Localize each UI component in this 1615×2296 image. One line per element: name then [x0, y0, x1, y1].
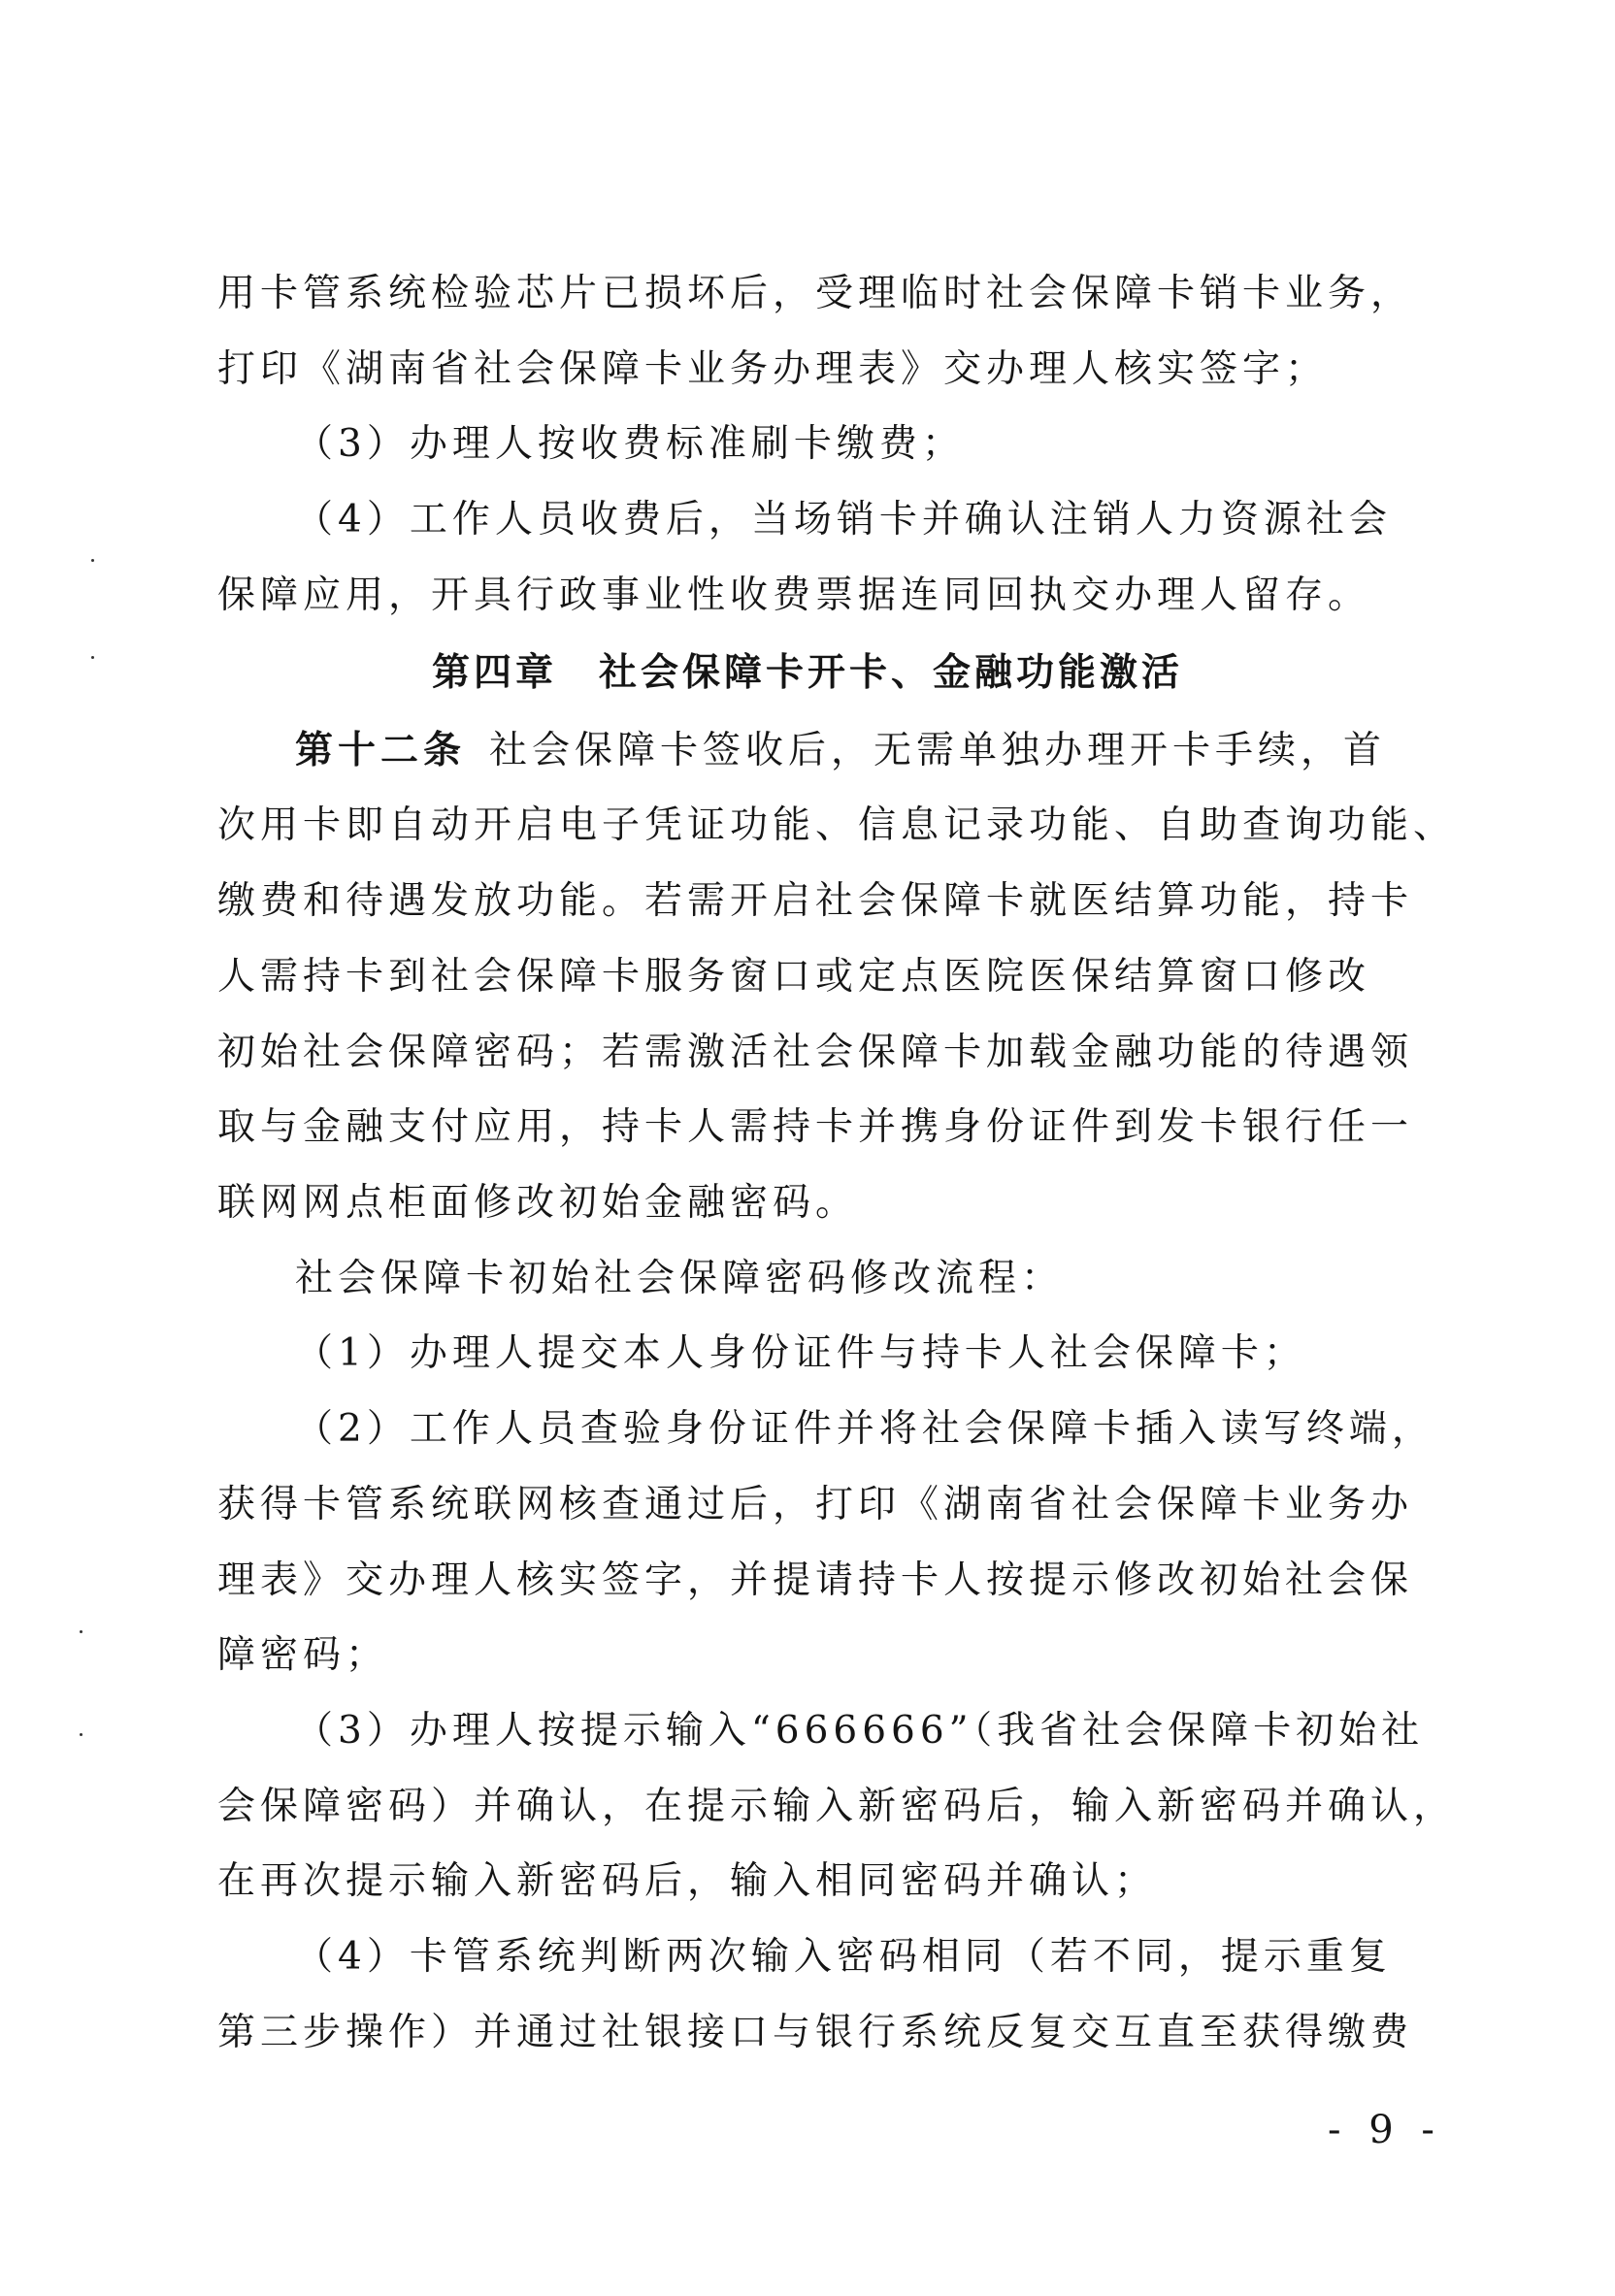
article-line-3: 缴费和待遇发放功能。若需开启社会保障卡就医结算功能，持卡 — [217, 879, 1414, 923]
article-line-7: 联网网点柜面修改初始金融密码。 — [217, 1181, 859, 1225]
procedure-step-2-line-3: 理表》交办理人核实签字，并提请持卡人按提示修改初始社会保 — [217, 1558, 1414, 1602]
procedure-step-1: （1）办理人提交本人身份证件与持卡人社会保障卡； — [295, 1331, 1306, 1375]
body-line-1: 用卡管系统检验芯片已损坏后，受理临时社会保障卡销卡业务， — [217, 272, 1414, 315]
procedure-step-4: （4）卡管系统判断两次输入密码相同（若不同，提示重复 — [295, 1935, 1392, 1979]
article-12-first-line — [295, 727, 1386, 775]
procedure-step-4-line-2: 第三步操作）并通过社银接口与银行系统反复交互直至获得缴费 — [217, 2011, 1414, 2054]
scan-speck — [80, 1733, 82, 1736]
chapter-heading: 第四章 社会保障卡开卡、金融功能激活 — [431, 651, 1183, 695]
procedure-step-2-line-2: 获得卡管系统联网核查通过后，打印《湖南省社会保障卡业务办 — [217, 1483, 1414, 1526]
procedure-step-3: （3）办理人按提示输入“666666”（我省社会保障卡初始社 — [295, 1709, 1425, 1753]
step-4-continuation-line: 保障应用，开具行政事业性收费票据连同回执交办理人留存。 — [217, 574, 1371, 617]
article-line-4: 人需持卡到社会保障卡服务窗口或定点医院医保结算窗口修改 — [217, 955, 1371, 999]
procedure-step-3-line-3: 在再次提示输入新密码后，输入相同密码并确认； — [217, 1859, 1158, 1903]
page-number: - 9 - — [1328, 2108, 1442, 2152]
article-first-line-text: 社会保障卡签收后，无需单独办理开卡手续，首 — [489, 729, 1387, 772]
body-line-2: 打印《湖南省社会保障卡业务办理表》交办理人核实签字； — [217, 347, 1329, 391]
scan-speck — [91, 559, 94, 562]
procedure-step-2-line-4: 障密码； — [217, 1633, 389, 1677]
procedure-step-3-line-2: 会保障密码）并确认，在提示输入新密码后，输入新密码并确认， — [217, 1785, 1457, 1828]
article-line-2: 次用卡即自动开启电子凭证功能、信息记录功能、自助查询功能、 — [217, 804, 1457, 847]
step-3-fee-line: （3）办理人按收费标准刷卡缴费； — [295, 422, 965, 466]
step-4-line: （4）工作人员收费后，当场销卡并确认注销人力资源社会 — [295, 498, 1392, 541]
article-line-6: 取与金融支付应用，持卡人需持卡并携身份证件到发卡银行任一 — [217, 1105, 1414, 1149]
procedure-title-line: 社会保障卡初始社会保障密码修改流程： — [295, 1257, 1065, 1300]
scan-speck — [91, 656, 94, 659]
article-line-5: 初始社会保障密码；若需激活社会保障卡加载金融功能的待遇领 — [217, 1031, 1414, 1074]
article-label: 第十二条 — [295, 729, 467, 772]
scan-speck — [80, 1630, 82, 1633]
procedure-step-2: （2）工作人员查验身份证件并将社会保障卡插入读写终端， — [295, 1407, 1434, 1451]
